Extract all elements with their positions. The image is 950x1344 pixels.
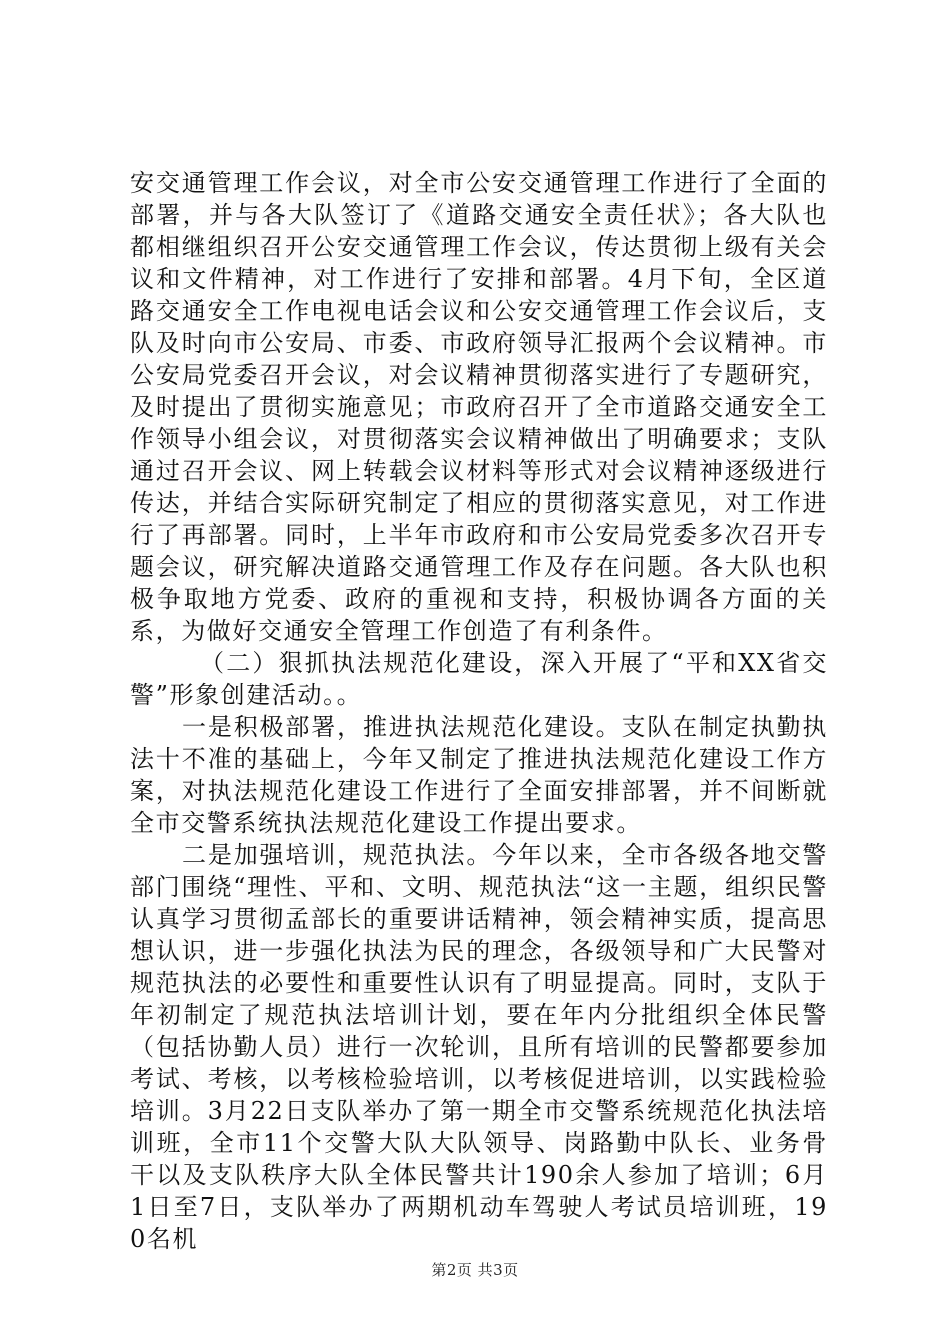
document-body [130,167,828,1255]
section-heading-2: （二）狠抓执法规范化建设，深入开展了“平和XX省交警”形象创建活动。。 [130,649,828,709]
paragraph-deployment: 一是积极部署，推进执法规范化建设。支队在制定执勤执法十不准的基础上，今年又制定了推进执法规范化建设工作方案，对执法规范化建设工作进行了全面安排部署，并不间断就全市交警系统执法规范化建设工作提出要求。 [130,713,828,837]
paragraph-meetings: 安交通管理工作会议，对全市公安交通管理工作进行了全面的部署，并与各大队签订了《道路交通安全责任状》；各大队也都相继组织召开公安交通管理工作会议，传达贯彻上级有关会议和文件精神，对工作进行了安排和部署。4月下旬，全区道路交通安全工作电视电话会议和公安交通管理工作会议后，支队及时向市公安局、市委、市政府领导汇报两个会议精神。市公安局党委召开会议，对会议精神贯彻落实进行了专题研究，及时提出了贯彻实施意见；市政府召开了全市道路交通安全工作领导小组会议，对贯彻落实会议精神做出了明确要求；支队通过召开会议、网上转载会议材料等形式对会议精神逐级进行传达，并结合实际研究制定了相应的贯彻落实意见，对工作进行了再部署。同时，上半年市政府和市公安局党委多次召开专题会议，研究解决道路交通管理工作及存在问题。各大队也积极争取地方党委、政府的重视和支持，积极协调各方面的关系，为做好交通安全管理工作创造了有利条件。 [130,169,828,645]
paragraph-training: 二是加强培训，规范执法。今年以来，全市各级各地交警部门围绕“理性、平和、文明、规范执法“这一主题，组织民警认真学习贯彻孟部长的重要讲话精神，领会精神实质，提高思想认识，进一步强化执法为民的理念，各级领导和广大民警对规范执法的必要性和重要性认识有了明显提高。同时，支队于年初制定了规范执法培训计划，要在年内分批组织全体民警（包括协勤人员）进行一次轮训，且所有培训的民警都要参加考试、考核，以考核检验培训，以考核促进培训，以实践检验培训。3月22日支队举办了第一期全市交警系统规范化执法培训班，全市11个交警大队大队领导、岗路勤中队长、业务骨干以及支队秩序大队全体民警共计190余人参加了培训；6月1日至7日，支队举办了两期机动车驾驶人考试员培训班，190名机 [130,841,828,1253]
page-number-footer: 第2页 共3页 [431,1261,519,1279]
